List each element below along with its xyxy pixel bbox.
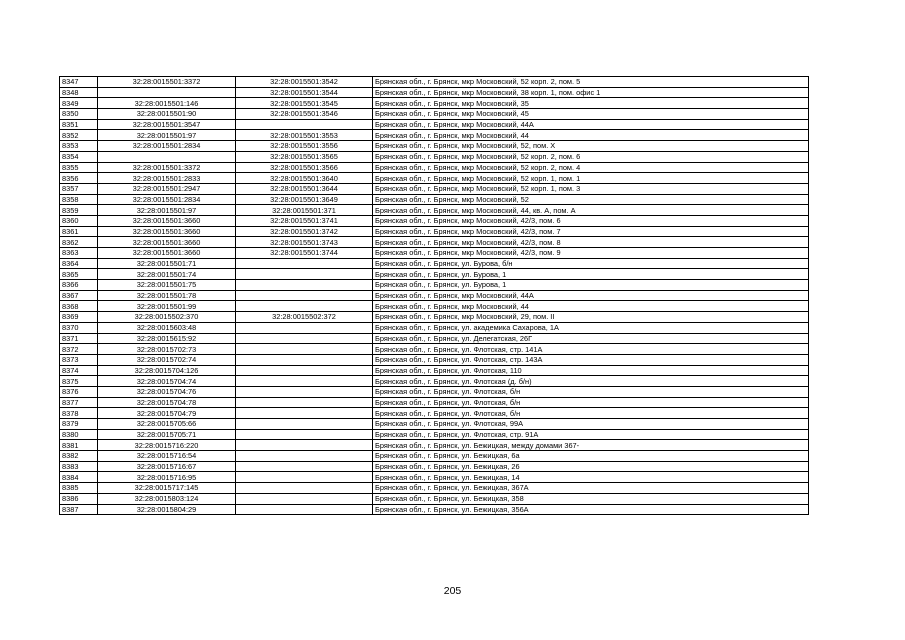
room-cadastral-number-cell <box>236 322 373 333</box>
address-cell: Брянская обл., г. Брянск, ул. Бежицкая, 26 <box>373 461 809 472</box>
table-row <box>60 87 809 98</box>
table-row <box>60 98 809 109</box>
table-row <box>60 119 809 130</box>
room-cadastral-number-cell <box>236 301 373 312</box>
room-cadastral-number-cell: 32:28:0015501:3566 <box>236 162 373 173</box>
cadastral-number-cell: 32:28:0015803:124 <box>98 493 236 504</box>
room-cadastral-number-cell: 32:28:0015501:3644 <box>236 183 373 194</box>
address-cell: Брянская обл., г. Брянск, ул. Флотская, б/н <box>373 408 809 419</box>
cadastral-number-cell: 32:28:0015716:220 <box>98 440 236 451</box>
table-row <box>60 472 809 483</box>
room-cadastral-number-cell <box>236 472 373 483</box>
cadastral-number-cell: 32:28:0015502:370 <box>98 312 236 323</box>
address-cell: Брянская обл., г. Брянск, ул. Бежицкая, между домами 367- <box>373 440 809 451</box>
table-row <box>60 322 809 333</box>
table-row <box>60 483 809 494</box>
address-cell: Брянская обл., г. Брянск, ул. Флотская, б/н <box>373 386 809 397</box>
room-cadastral-number-cell: 32:28:0015502:372 <box>236 312 373 323</box>
row-number-cell: 8348 <box>60 87 98 98</box>
address-cell: Брянская обл., г. Брянск, ул. Флотская, стр. 141А <box>373 344 809 355</box>
cadastral-number-cell: 32:28:0015501:2947 <box>98 183 236 194</box>
address-cell: Брянская обл., г. Брянск, мкр Московский, 52 <box>373 194 809 205</box>
room-cadastral-number-cell <box>236 280 373 291</box>
cadastral-number-cell: 32:28:0015501:2834 <box>98 141 236 152</box>
cadastral-number-cell: 32:28:0015704:78 <box>98 397 236 408</box>
table-row <box>60 183 809 194</box>
table-row <box>60 194 809 205</box>
address-cell: Брянская обл., г. Брянск, мкр Московский, 52 корп. 2, пом. 5 <box>373 77 809 88</box>
row-number-cell: 8371 <box>60 333 98 344</box>
address-cell: Брянская обл., г. Брянск, мкр Московский, 29, пом. II <box>373 312 809 323</box>
cadastral-table <box>59 76 809 515</box>
room-cadastral-number-cell <box>236 408 373 419</box>
address-cell: Брянская обл., г. Брянск, ул. Бежицкая, 6а <box>373 451 809 462</box>
row-number-cell: 8358 <box>60 194 98 205</box>
table-row <box>60 504 809 515</box>
table-row <box>60 109 809 120</box>
table-row <box>60 205 809 216</box>
address-cell: Брянская обл., г. Брянск, мкр Московский, 52 корп. 2, пом. 4 <box>373 162 809 173</box>
address-cell: Брянская обл., г. Брянск, мкр Московский, 52 корп. 1, пом. 3 <box>373 183 809 194</box>
address-cell: Брянская обл., г. Брянск, ул. Бежицкая, 358 <box>373 493 809 504</box>
table-row <box>60 151 809 162</box>
address-cell: Брянская обл., г. Брянск, ул. Флотская, б/н <box>373 397 809 408</box>
table-row <box>60 376 809 387</box>
row-number-cell: 8361 <box>60 226 98 237</box>
row-number-cell: 8367 <box>60 290 98 301</box>
table-row <box>60 280 809 291</box>
room-cadastral-number-cell: 32:28:0015501:3565 <box>236 151 373 162</box>
table-row <box>60 451 809 462</box>
address-cell: Брянская обл., г. Брянск, ул. Бурова, 1 <box>373 280 809 291</box>
room-cadastral-number-cell <box>236 440 373 451</box>
table-row <box>60 141 809 152</box>
address-cell: Брянская обл., г. Брянск, мкр Московский, 52, пом. Х <box>373 141 809 152</box>
table-row <box>60 258 809 269</box>
room-cadastral-number-cell <box>236 483 373 494</box>
room-cadastral-number-cell <box>236 461 373 472</box>
row-number-cell: 8352 <box>60 130 98 141</box>
table-row <box>60 290 809 301</box>
room-cadastral-number-cell <box>236 333 373 344</box>
room-cadastral-number-cell <box>236 269 373 280</box>
address-cell: Брянская обл., г. Брянск, мкр Московский, 42/3, пом. 9 <box>373 248 809 259</box>
address-cell: Брянская обл., г. Брянск, мкр Московский, 35 <box>373 98 809 109</box>
address-cell: Брянская обл., г. Брянск, мкр Московский, 44 <box>373 301 809 312</box>
cadastral-number-cell: 32:28:0015717:145 <box>98 483 236 494</box>
row-number-cell: 8384 <box>60 472 98 483</box>
address-cell: Брянская обл., г. Брянск, ул. Флотская, 99А <box>373 419 809 430</box>
address-cell: Брянская обл., г. Брянск, мкр Московский, 45 <box>373 109 809 120</box>
room-cadastral-number-cell: 32:28:0015501:3553 <box>236 130 373 141</box>
room-cadastral-number-cell: 32:28:0015501:3649 <box>236 194 373 205</box>
address-cell: Брянская обл., г. Брянск, мкр Московский, 42/3, пом. 6 <box>373 215 809 226</box>
address-cell: Брянская обл., г. Брянск, ул. Бежицкая, 14 <box>373 472 809 483</box>
table-row <box>60 162 809 173</box>
row-number-cell: 8374 <box>60 365 98 376</box>
table-row <box>60 248 809 259</box>
room-cadastral-number-cell <box>236 290 373 301</box>
room-cadastral-number-cell: 32:28:0015501:3545 <box>236 98 373 109</box>
address-cell: Брянская обл., г. Брянск, ул. Флотская, 110 <box>373 365 809 376</box>
table-row <box>60 440 809 451</box>
cadastral-number-cell: 32:28:0015501:75 <box>98 280 236 291</box>
table-row <box>60 130 809 141</box>
cadastral-number-cell: 32:28:0015501:90 <box>98 109 236 120</box>
row-number-cell: 8368 <box>60 301 98 312</box>
room-cadastral-number-cell: 32:28:0015501:3546 <box>236 109 373 120</box>
cadastral-number-cell: 32:28:0015501:3660 <box>98 215 236 226</box>
table-row <box>60 237 809 248</box>
room-cadastral-number-cell: 32:28:0015501:3741 <box>236 215 373 226</box>
cadastral-number-cell: 32:28:0015716:67 <box>98 461 236 472</box>
address-cell: Брянская обл., г. Брянск, мкр Московский, 44А <box>373 119 809 130</box>
table-row <box>60 354 809 365</box>
table-row <box>60 429 809 440</box>
room-cadastral-number-cell <box>236 429 373 440</box>
row-number-cell: 8377 <box>60 397 98 408</box>
cadastral-number-cell: 32:28:0015501:3372 <box>98 162 236 173</box>
address-cell: Брянская обл., г. Брянск, мкр Московский, 38 корп. 1, пом. офис 1 <box>373 87 809 98</box>
table-row <box>60 461 809 472</box>
address-cell: Брянская обл., г. Брянск, мкр Московский, 44А <box>373 290 809 301</box>
row-number-cell: 8351 <box>60 119 98 130</box>
cadastral-number-cell: 32:28:0015501:97 <box>98 205 236 216</box>
row-number-cell: 8355 <box>60 162 98 173</box>
room-cadastral-number-cell: 32:28:0015501:3556 <box>236 141 373 152</box>
table-row <box>60 419 809 430</box>
row-number-cell: 8359 <box>60 205 98 216</box>
table-row <box>60 365 809 376</box>
table-row <box>60 269 809 280</box>
cadastral-number-cell: 32:28:0015501:3660 <box>98 226 236 237</box>
row-number-cell: 8366 <box>60 280 98 291</box>
table-row <box>60 333 809 344</box>
cadastral-number-cell: 32:28:0015501:97 <box>98 130 236 141</box>
room-cadastral-number-cell: 32:28:0015501:3743 <box>236 237 373 248</box>
table-row <box>60 344 809 355</box>
row-number-cell: 8380 <box>60 429 98 440</box>
room-cadastral-number-cell <box>236 397 373 408</box>
cadastral-number-cell: 32:28:0015704:74 <box>98 376 236 387</box>
room-cadastral-number-cell: 32:28:0015501:3544 <box>236 87 373 98</box>
row-number-cell: 8376 <box>60 386 98 397</box>
room-cadastral-number-cell: 32:28:0015501:3640 <box>236 173 373 184</box>
row-number-cell: 8353 <box>60 141 98 152</box>
room-cadastral-number-cell <box>236 451 373 462</box>
cadastral-number-cell: 32:28:0015702:73 <box>98 344 236 355</box>
document-sheet <box>59 76 809 515</box>
row-number-cell: 8378 <box>60 408 98 419</box>
cadastral-number-cell: 32:28:0015501:2833 <box>98 173 236 184</box>
row-number-cell: 8372 <box>60 344 98 355</box>
row-number-cell: 8364 <box>60 258 98 269</box>
row-number-cell: 8362 <box>60 237 98 248</box>
cadastral-number-cell: 32:28:0015716:54 <box>98 451 236 462</box>
row-number-cell: 8379 <box>60 419 98 430</box>
page-number: 205 <box>443 585 462 597</box>
room-cadastral-number-cell <box>236 493 373 504</box>
address-cell: Брянская обл., г. Брянск, мкр Московский, 44 <box>373 130 809 141</box>
table-row <box>60 493 809 504</box>
address-cell: Брянская обл., г. Брянск, ул. Флотская, стр. 91А <box>373 429 809 440</box>
room-cadastral-number-cell <box>236 504 373 515</box>
cadastral-number-cell: 32:28:0015704:79 <box>98 408 236 419</box>
cadastral-number-cell: 32:28:0015501:71 <box>98 258 236 269</box>
address-cell: Брянская обл., г. Брянск, мкр Московский, 42/3, пом. 7 <box>373 226 809 237</box>
row-number-cell: 8360 <box>60 215 98 226</box>
row-number-cell: 8387 <box>60 504 98 515</box>
table-row <box>60 397 809 408</box>
address-cell: Брянская обл., г. Брянск, ул. Делегатская, 26Г <box>373 333 809 344</box>
table-row <box>60 301 809 312</box>
row-number-cell: 8356 <box>60 173 98 184</box>
address-cell: Брянская обл., г. Брянск, ул. Бежицкая, 367А <box>373 483 809 494</box>
cadastral-number-cell: 32:28:0015501:78 <box>98 290 236 301</box>
room-cadastral-number-cell <box>236 344 373 355</box>
cadastral-number-cell <box>98 87 236 98</box>
cadastral-number-cell: 32:28:0015501:99 <box>98 301 236 312</box>
row-number-cell: 8382 <box>60 451 98 462</box>
cadastral-number-cell: 32:28:0015501:2834 <box>98 194 236 205</box>
cadastral-number-cell: 32:28:0015705:71 <box>98 429 236 440</box>
room-cadastral-number-cell: 32:28:0015501:3744 <box>236 248 373 259</box>
cadastral-number-cell: 32:28:0015704:126 <box>98 365 236 376</box>
row-number-cell: 8350 <box>60 109 98 120</box>
cadastral-number-cell: 32:28:0015501:3660 <box>98 248 236 259</box>
room-cadastral-number-cell <box>236 365 373 376</box>
cadastral-number-cell: 32:28:0015702:74 <box>98 354 236 365</box>
table-body <box>60 77 809 515</box>
address-cell: Брянская обл., г. Брянск, ул. Бурова, б/н <box>373 258 809 269</box>
row-number-cell: 8381 <box>60 440 98 451</box>
address-cell: Брянская обл., г. Брянск, ул. Флотская (д. б/н) <box>373 376 809 387</box>
table-row <box>60 312 809 323</box>
cadastral-number-cell: 32:28:0015716:95 <box>98 472 236 483</box>
row-number-cell: 8363 <box>60 248 98 259</box>
row-number-cell: 8354 <box>60 151 98 162</box>
cadastral-number-cell: 32:28:0015603:48 <box>98 322 236 333</box>
address-cell: Брянская обл., г. Брянск, ул. Флотская, стр. 143А <box>373 354 809 365</box>
row-number-cell: 8357 <box>60 183 98 194</box>
cadastral-number-cell: 32:28:0015501:3372 <box>98 77 236 88</box>
address-cell: Брянская обл., г. Брянск, ул. Бежицкая, 356А <box>373 504 809 515</box>
row-number-cell: 8369 <box>60 312 98 323</box>
table-row <box>60 408 809 419</box>
row-number-cell: 8383 <box>60 461 98 472</box>
row-number-cell: 8386 <box>60 493 98 504</box>
cadastral-number-cell <box>98 151 236 162</box>
cadastral-number-cell: 32:28:0015704:76 <box>98 386 236 397</box>
address-cell: Брянская обл., г. Брянск, мкр Московский, 42/3, пом. 8 <box>373 237 809 248</box>
room-cadastral-number-cell <box>236 258 373 269</box>
address-cell: Брянская обл., г. Брянск, мкр Московский, 44, кв. А, пом. А <box>373 205 809 216</box>
table-row <box>60 77 809 88</box>
table-row <box>60 173 809 184</box>
room-cadastral-number-cell <box>236 354 373 365</box>
room-cadastral-number-cell <box>236 376 373 387</box>
row-number-cell: 8385 <box>60 483 98 494</box>
room-cadastral-number-cell: 32:28:0015501:371 <box>236 205 373 216</box>
row-number-cell: 8373 <box>60 354 98 365</box>
row-number-cell: 8347 <box>60 77 98 88</box>
cadastral-number-cell: 32:28:0015501:74 <box>98 269 236 280</box>
room-cadastral-number-cell <box>236 386 373 397</box>
room-cadastral-number-cell: 32:28:0015501:3542 <box>236 77 373 88</box>
row-number-cell: 8370 <box>60 322 98 333</box>
row-number-cell: 8349 <box>60 98 98 109</box>
cadastral-number-cell: 32:28:0015501:3660 <box>98 237 236 248</box>
cadastral-number-cell: 32:28:0015501:146 <box>98 98 236 109</box>
row-number-cell: 8365 <box>60 269 98 280</box>
cadastral-number-cell: 32:28:0015705:66 <box>98 419 236 430</box>
table-row <box>60 386 809 397</box>
room-cadastral-number-cell <box>236 119 373 130</box>
address-cell: Брянская обл., г. Брянск, мкр Московский, 52 корп. 2, пом. 6 <box>373 151 809 162</box>
cadastral-number-cell: 32:28:0015804:29 <box>98 504 236 515</box>
table-row <box>60 215 809 226</box>
room-cadastral-number-cell: 32:28:0015501:3742 <box>236 226 373 237</box>
cadastral-number-cell: 32:28:0015615:92 <box>98 333 236 344</box>
address-cell: Брянская обл., г. Брянск, мкр Московский, 52 корп. 1, пом. 1 <box>373 173 809 184</box>
address-cell: Брянская обл., г. Брянск, ул. Бурова, 1 <box>373 269 809 280</box>
room-cadastral-number-cell <box>236 419 373 430</box>
cadastral-number-cell: 32:28:0015501:3547 <box>98 119 236 130</box>
address-cell: Брянская обл., г. Брянск, ул. академика Сахарова, 1А <box>373 322 809 333</box>
row-number-cell: 8375 <box>60 376 98 387</box>
table-row <box>60 226 809 237</box>
